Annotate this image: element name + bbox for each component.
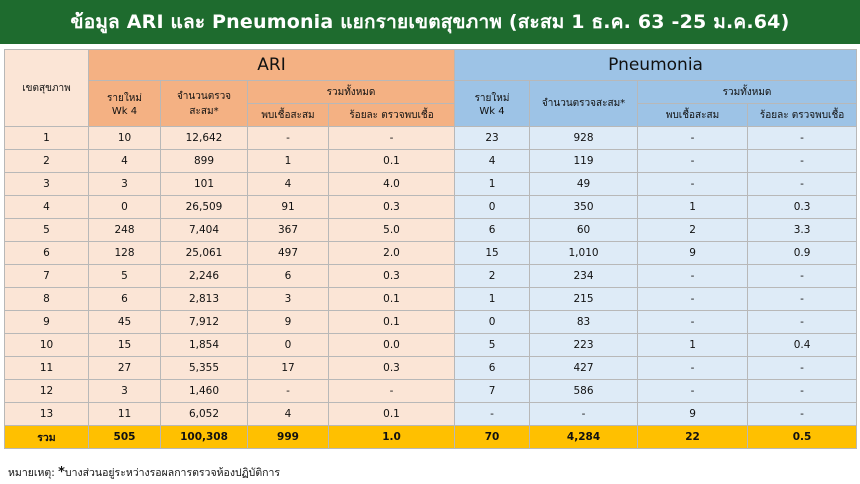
pn-new-cell: - [455, 403, 530, 426]
ari-tested-cell: 26,509 [161, 196, 248, 219]
table-row [5, 288, 857, 311]
ari-percent-cell: 0.1 [329, 288, 455, 311]
ari-tested-cell: 2,246 [161, 265, 248, 288]
total-pn-found-cell: 22 [638, 426, 748, 449]
ari-percent-cell: - [329, 127, 455, 150]
ari-tested-header-line2: สะสม* [189, 105, 219, 117]
ari-found-cell: 367 [248, 219, 329, 242]
ari-percent-cell: 2.0 [329, 242, 455, 265]
total-ari-percent-cell: 1.0 [329, 426, 455, 449]
title-separator [0, 44, 860, 48]
footnote-text: บางส่วนอยู่ระหว่างรอผลการตรวจห้องปฏิบัติการ [64, 467, 281, 479]
pn-percent-cell: - [748, 380, 857, 403]
pn-new-cell: 1 [455, 288, 530, 311]
pn-new-cell: 6 [455, 357, 530, 380]
pn-percent-cell: 0.9 [748, 242, 857, 265]
footnote-label: หมายเหตุ: [8, 467, 55, 479]
zone-cell: 5 [5, 219, 89, 242]
pn-total-header: รวมทั้งหมด [638, 81, 857, 104]
ari-tested-cell: 7,912 [161, 311, 248, 334]
table-row [5, 311, 857, 334]
pn-found-cell: - [638, 127, 748, 150]
ari-tested-cell: 5,355 [161, 357, 248, 380]
pn-found-cell: - [638, 311, 748, 334]
ari-tested-header-line1: จำนวนตรวจ [176, 90, 232, 102]
zone-header: เขตสุขภาพ [5, 50, 89, 127]
ari-new-cell: 15 [89, 334, 161, 357]
ari-percent-cell: 0.3 [329, 357, 455, 380]
pn-new-cell: 0 [455, 311, 530, 334]
ari-percent-cell: 0.0 [329, 334, 455, 357]
ari-total-header: รวมทั้งหมด [248, 81, 455, 104]
table-row [5, 357, 857, 380]
ari-new-header-line1: รายใหม่ [107, 92, 142, 104]
ari-found-cell: - [248, 380, 329, 403]
table-row [5, 403, 857, 426]
zone-cell: 10 [5, 334, 89, 357]
page-title: ข้อมูล ARI และ Pneumonia แยกรายเขตสุขภาพ (สะสม 1 ธ.ค. 63 -25 ม.ค.64) [0, 0, 860, 44]
pn-tested-cell: 223 [530, 334, 638, 357]
pn-tested-header: จำนวนตรวจสะสม* [530, 81, 638, 127]
pn-new-cell: 2 [455, 265, 530, 288]
pn-found-cell: 9 [638, 403, 748, 426]
pn-tested-cell: 215 [530, 288, 638, 311]
ari-percent-cell: 0.1 [329, 403, 455, 426]
pn-percent-header: ร้อยละ ตรวจพบเชื้อ [748, 104, 857, 127]
data-table [4, 49, 857, 449]
ari-tested-cell: 6,052 [161, 403, 248, 426]
pn-found-header: พบเชื้อสะสม [638, 104, 748, 127]
ari-tested-cell: 12,642 [161, 127, 248, 150]
ari-found-cell: 6 [248, 265, 329, 288]
ari-found-cell: 91 [248, 196, 329, 219]
pn-new-cell: 23 [455, 127, 530, 150]
table-row [5, 380, 857, 403]
ari-percent-cell: 0.3 [329, 265, 455, 288]
ari-tested-cell: 7,404 [161, 219, 248, 242]
ari-found-cell: 17 [248, 357, 329, 380]
ari-percent-cell: 0.3 [329, 196, 455, 219]
pn-percent-cell: 0.4 [748, 334, 857, 357]
table-row [5, 334, 857, 357]
pn-tested-cell: 586 [530, 380, 638, 403]
pn-tested-cell: 60 [530, 219, 638, 242]
zone-cell: 1 [5, 127, 89, 150]
pn-tested-cell: - [530, 403, 638, 426]
ari-new-header-line2: Wk 4 [111, 105, 138, 117]
ari-tested-cell: 25,061 [161, 242, 248, 265]
pn-tested-cell: 49 [530, 173, 638, 196]
total-zone-cell: รวม [5, 426, 89, 449]
pn-found-cell: - [638, 380, 748, 403]
pn-new-cell: 5 [455, 334, 530, 357]
zone-cell: 8 [5, 288, 89, 311]
pn-percent-cell: - [748, 403, 857, 426]
ari-percent-cell: 5.0 [329, 219, 455, 242]
pn-new-cell: 15 [455, 242, 530, 265]
pn-new-cell: 6 [455, 219, 530, 242]
ari-new-cell: 27 [89, 357, 161, 380]
pn-percent-cell: - [748, 311, 857, 334]
ari-found-cell: 9 [248, 311, 329, 334]
ari-percent-cell: 0.1 [329, 150, 455, 173]
total-pn-new-cell: 70 [455, 426, 530, 449]
ari-new-cell: 3 [89, 173, 161, 196]
ari-group-header: ARI [89, 50, 455, 81]
pn-tested-cell: 350 [530, 196, 638, 219]
zone-cell: 6 [5, 242, 89, 265]
total-pn-percent-cell: 0.5 [748, 426, 857, 449]
footnote [8, 464, 280, 481]
pn-found-cell: 2 [638, 219, 748, 242]
pn-new-cell: 1 [455, 173, 530, 196]
ari-found-cell: 1 [248, 150, 329, 173]
pn-percent-cell: - [748, 265, 857, 288]
pn-found-cell: - [638, 288, 748, 311]
zone-cell: 12 [5, 380, 89, 403]
pn-tested-cell: 928 [530, 127, 638, 150]
pn-found-cell: 1 [638, 334, 748, 357]
ari-new-cell: 11 [89, 403, 161, 426]
ari-tested-cell: 1,854 [161, 334, 248, 357]
ari-percent-header: ร้อยละ ตรวจพบเชื้อ [329, 104, 455, 127]
pn-tested-cell: 234 [530, 265, 638, 288]
zone-cell: 11 [5, 357, 89, 380]
pn-tested-cell: 1,010 [530, 242, 638, 265]
zone-cell: 3 [5, 173, 89, 196]
total-ari-tested-cell: 100,308 [161, 426, 248, 449]
table-row [5, 127, 857, 150]
zone-cell: 13 [5, 403, 89, 426]
ari-new-cell: 6 [89, 288, 161, 311]
pn-found-cell: 9 [638, 242, 748, 265]
pn-found-cell: 1 [638, 196, 748, 219]
pn-new-header-line2: Wk 4 [479, 105, 505, 117]
table-row [5, 150, 857, 173]
table-row [5, 196, 857, 219]
ari-found-cell: 3 [248, 288, 329, 311]
table-row [5, 219, 857, 242]
pn-percent-cell: 3.3 [748, 219, 857, 242]
pn-new-header [455, 81, 530, 127]
pneumonia-group-header: Pneumonia [455, 50, 857, 81]
table-row [5, 173, 857, 196]
pn-percent-cell: - [748, 150, 857, 173]
total-pn-tested-cell: 4,284 [530, 426, 638, 449]
pn-percent-cell: - [748, 173, 857, 196]
ari-new-cell: 10 [89, 127, 161, 150]
pn-percent-cell: - [748, 127, 857, 150]
ari-tested-cell: 1,460 [161, 380, 248, 403]
pn-found-cell: - [638, 265, 748, 288]
ari-tested-cell: 899 [161, 150, 248, 173]
pn-percent-cell: - [748, 357, 857, 380]
ari-new-header [89, 81, 161, 127]
zone-cell: 4 [5, 196, 89, 219]
pn-new-header-line1: รายใหม่ [474, 92, 510, 104]
table-row [5, 242, 857, 265]
ari-found-header: พบเชื้อสะสม [248, 104, 329, 127]
ari-new-cell: 45 [89, 311, 161, 334]
ari-percent-cell: 0.1 [329, 311, 455, 334]
ari-found-cell: 0 [248, 334, 329, 357]
pn-tested-cell: 119 [530, 150, 638, 173]
pn-new-cell: 7 [455, 380, 530, 403]
table-row [5, 265, 857, 288]
ari-found-cell: - [248, 127, 329, 150]
ari-new-cell: 4 [89, 150, 161, 173]
pn-found-cell: - [638, 173, 748, 196]
pn-new-cell: 4 [455, 150, 530, 173]
pn-found-cell: - [638, 357, 748, 380]
ari-new-cell: 0 [89, 196, 161, 219]
zone-cell: 9 [5, 311, 89, 334]
ari-new-cell: 3 [89, 380, 161, 403]
zone-cell: 7 [5, 265, 89, 288]
pn-found-cell: - [638, 150, 748, 173]
ari-new-cell: 128 [89, 242, 161, 265]
ari-percent-cell: 4.0 [329, 173, 455, 196]
footnote-star: * [58, 465, 65, 480]
ari-new-cell: 5 [89, 265, 161, 288]
ari-found-cell: 4 [248, 173, 329, 196]
ari-new-cell: 248 [89, 219, 161, 242]
total-row [5, 426, 857, 449]
zone-cell: 2 [5, 150, 89, 173]
pn-percent-cell: - [748, 288, 857, 311]
ari-found-cell: 497 [248, 242, 329, 265]
ari-tested-cell: 101 [161, 173, 248, 196]
total-ari-found-cell: 999 [248, 426, 329, 449]
total-ari-new-cell: 505 [89, 426, 161, 449]
pn-tested-cell: 427 [530, 357, 638, 380]
ari-percent-cell: - [329, 380, 455, 403]
ari-found-cell: 4 [248, 403, 329, 426]
pn-new-cell: 0 [455, 196, 530, 219]
ari-tested-cell: 2,813 [161, 288, 248, 311]
ari-tested-header [161, 81, 248, 127]
pn-percent-cell: 0.3 [748, 196, 857, 219]
pn-tested-cell: 83 [530, 311, 638, 334]
